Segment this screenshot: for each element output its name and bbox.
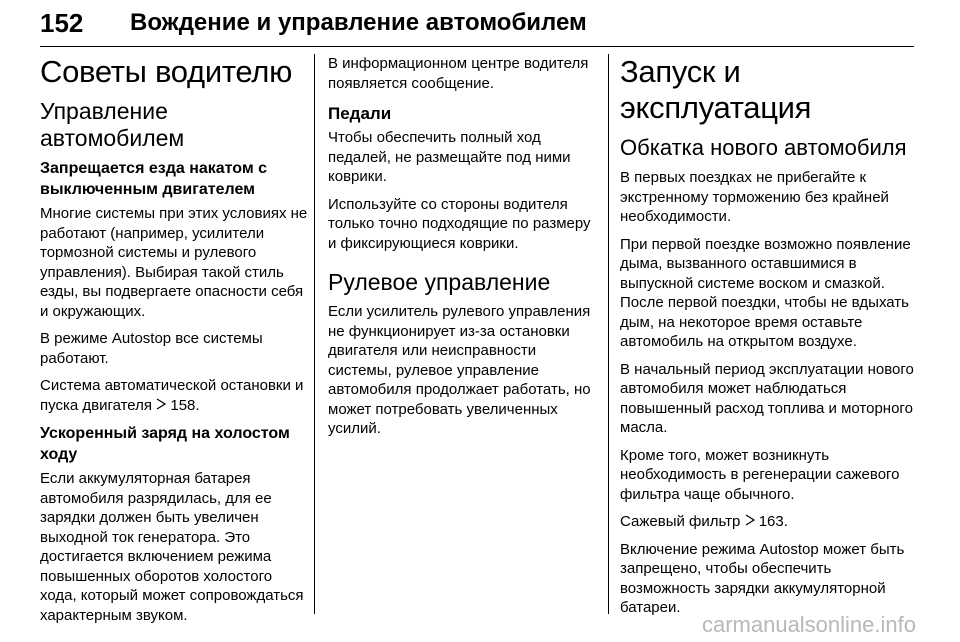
running-title: Вождение и управление автомобилем	[130, 9, 587, 36]
paragraph: В первых поездках не прибегайте к экстренному торможению без крайней необходимости.	[620, 169, 889, 225]
page-header	[40, 6, 914, 44]
column-1	[40, 54, 308, 633]
paragraph: Чтобы обеспечить полный ход педалей, не размещайте под ними коврики.	[328, 129, 571, 185]
subsection-break-in: Обкатка нового автомобиля	[620, 135, 907, 160]
paragraph: В режиме Autostop все системы работают.	[40, 330, 263, 367]
paragraph: При первой поездке возможно появление дыма, вызванного оставшимися в выпускной системе воском и смазкой. После первой поездки, чтобы не вдыхать дым, на некоторое время оставьте автомобиль на открытом воздухе.	[620, 235, 911, 350]
watermark: carmanualsonline.info	[701, 612, 916, 637]
page-number: 152	[40, 8, 84, 38]
subsection-title: Управление автомобилем	[40, 98, 185, 151]
paragraph: Кроме того, может возникнуть необходимость в регенерации сажевого фильтра чаще обычного.	[620, 446, 900, 503]
heading-coasting: Запрещается езда накатом с выключенным двигателем	[40, 160, 268, 198]
heading-pedals: Педали	[328, 104, 392, 123]
paragraph-text: Сажевый фильтр	[620, 513, 741, 530]
page-reference[interactable]: 158.	[170, 396, 200, 414]
header-rule	[40, 46, 914, 47]
paragraph-with-ref	[40, 376, 308, 415]
paragraph: Если усилитель рулевого управления не функционирует из-за остановки двигателя или неисправности системы, рулевое управление автомобиля продолжает работать, но может потребовать увеличенных усилий.	[328, 303, 591, 437]
paragraph: В начальный период эксплуатации нового автомобиля может наблюдаться повышенный расход топлива и моторного масла.	[620, 360, 914, 436]
column-3	[620, 54, 916, 626]
paragraph: Включение режима Autostop может быть запрещено, чтобы обеспечить возможность зарядки аккумуляторной батареи.	[620, 540, 905, 616]
heading-idle-charging: Ускоренный заряд на холостом ходу	[40, 425, 290, 463]
page-reference[interactable]: 163.	[758, 513, 788, 530]
paragraph: Используйте со стороны водителя только точно подходящие по размеру и фиксирующиеся коврики.	[328, 195, 591, 252]
paragraph: Многие системы при этих условиях не работают (например, усилители тормозной системы и рулевого управления). Выбирая такой стиль езды, вы подвергаете опасности себя и окружающих.	[40, 205, 308, 320]
column-divider-2	[608, 54, 609, 614]
section-title-start: Запуск и эксплуатация	[620, 54, 812, 125]
paragraph: В информационном центре водителя появляется сообщение.	[328, 55, 589, 92]
column-divider-1	[314, 54, 315, 614]
reference-arrow-icon	[745, 512, 755, 532]
reference-arrow-icon	[156, 396, 166, 416]
paragraph-with-ref	[620, 512, 916, 532]
column-2	[328, 54, 594, 447]
paragraph: Если аккумуляторная батарея автомобиля разрядилась, для ее зарядки должен быть увеличен выходной ток генератора. Это достигается включением режима повышенных оборотов холостого хода, который может сопровождаться характерным звуком.	[40, 470, 304, 624]
paragraph-text: Система автоматической остановки и пуска двигателя	[40, 377, 304, 414]
subsection-steering: Рулевое управление	[328, 269, 551, 295]
section-title: Советы водителю	[40, 54, 293, 89]
